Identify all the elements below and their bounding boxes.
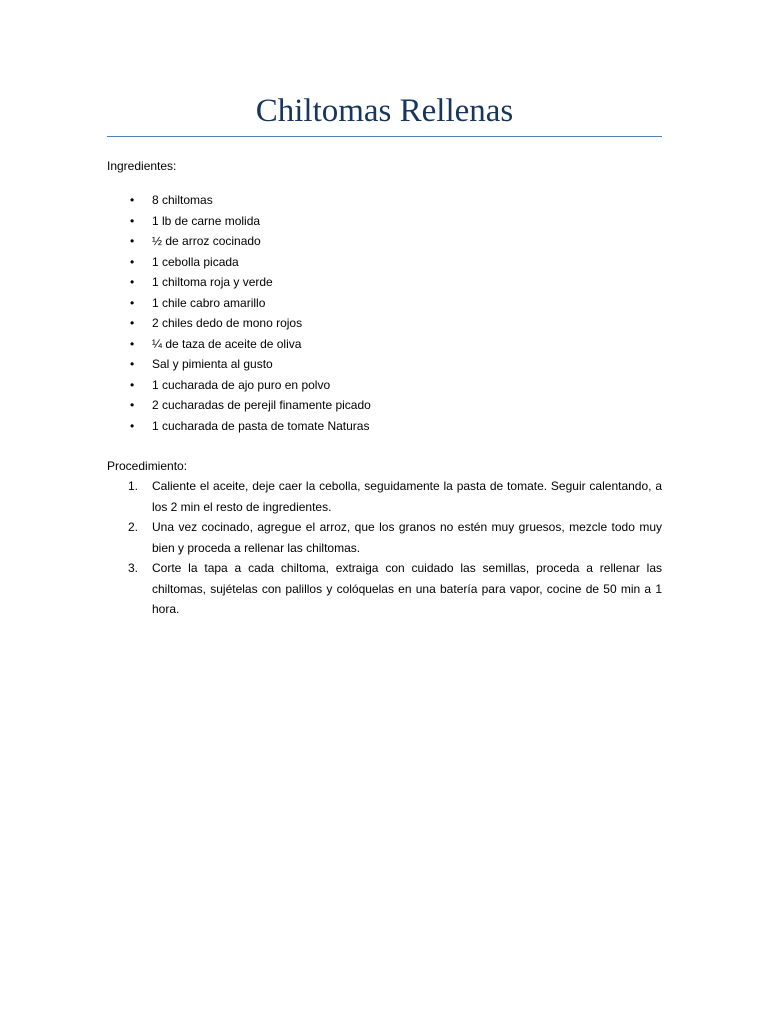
- ingredient-text: Sal y pimienta al gusto: [152, 357, 273, 371]
- ingredient-text: 1 chile cabro amarillo: [152, 295, 266, 310]
- bullet-icon: •: [130, 193, 135, 207]
- bullet-icon: •: [130, 254, 135, 269]
- list-item: [107, 252, 371, 273]
- list-item: [107, 313, 371, 334]
- ingredient-text: 1 cebolla picada: [152, 254, 239, 269]
- bullet-icon: •: [130, 398, 135, 412]
- list-item: [107, 517, 662, 558]
- ingredients-list: [107, 190, 371, 436]
- bullet-icon: •: [130, 336, 135, 351]
- list-item: [107, 354, 371, 375]
- list-item: [107, 190, 371, 211]
- ingredient-text: 1 lb de carne molida: [152, 213, 261, 228]
- list-item: [107, 558, 662, 620]
- procedure-list: [107, 476, 662, 620]
- list-item: [107, 272, 371, 293]
- procedure-heading: Procedimiento:: [107, 459, 188, 473]
- list-item: [107, 375, 371, 396]
- list-item: [107, 476, 662, 517]
- ingredient-text: 1 cucharada de pasta de tomate Naturas: [152, 418, 370, 433]
- step-number: 3.: [128, 561, 139, 575]
- ingredient-text: 1 cucharada de ajo puro en polvo: [152, 377, 331, 392]
- list-item: [107, 231, 371, 252]
- bullet-icon: •: [130, 275, 135, 289]
- title-underline: [107, 136, 662, 137]
- step-text: Corte la tapa a cada chiltoma, extraiga con cuidado las semillas, proceda a rellenar las chiltomas, sujételas con palillos y colóquelas en una batería para vapor, cocine de 50 min a 1 hora.: [152, 561, 662, 616]
- list-item: [107, 395, 371, 416]
- ingredient-text: 2 cucharadas de perejil finamente picado: [152, 398, 371, 412]
- list-item: [107, 416, 371, 437]
- bullet-icon: •: [130, 316, 135, 330]
- list-item: [107, 211, 371, 232]
- bullet-icon: •: [130, 295, 135, 310]
- bullet-icon: •: [130, 213, 135, 228]
- list-item: [107, 293, 371, 314]
- list-item: [107, 334, 371, 355]
- step-number: 2.: [128, 520, 139, 534]
- ingredient-text: 1 chiltoma roja y verde: [152, 275, 273, 289]
- ingredient-text: ¼ de taza de aceite de oliva: [152, 336, 302, 351]
- step-number: 1.: [128, 479, 139, 493]
- document-title: Chiltomas Rellenas: [255, 93, 514, 129]
- bullet-icon: •: [130, 377, 135, 392]
- step-text: Una vez cocinado, agregue el arroz, que los granos no estén muy gruesos, mezcle todo muy bien y proceda a rellenar las chiltomas.: [152, 520, 662, 555]
- bullet-icon: •: [130, 357, 135, 371]
- step-text: Caliente el aceite, deje caer la cebolla, seguidamente la pasta de tomate. Seguir calentando, a los 2 min el resto de ingredientes.: [152, 479, 662, 514]
- bullet-icon: •: [130, 418, 135, 433]
- bullet-icon: •: [130, 234, 135, 248]
- ingredient-text: 8 chiltomas: [152, 193, 213, 207]
- ingredient-text: 2 chiles dedo de mono rojos: [152, 316, 303, 330]
- ingredients-heading: Ingredientes:: [107, 159, 177, 173]
- ingredient-text: ½ de arroz cocinado: [152, 234, 261, 248]
